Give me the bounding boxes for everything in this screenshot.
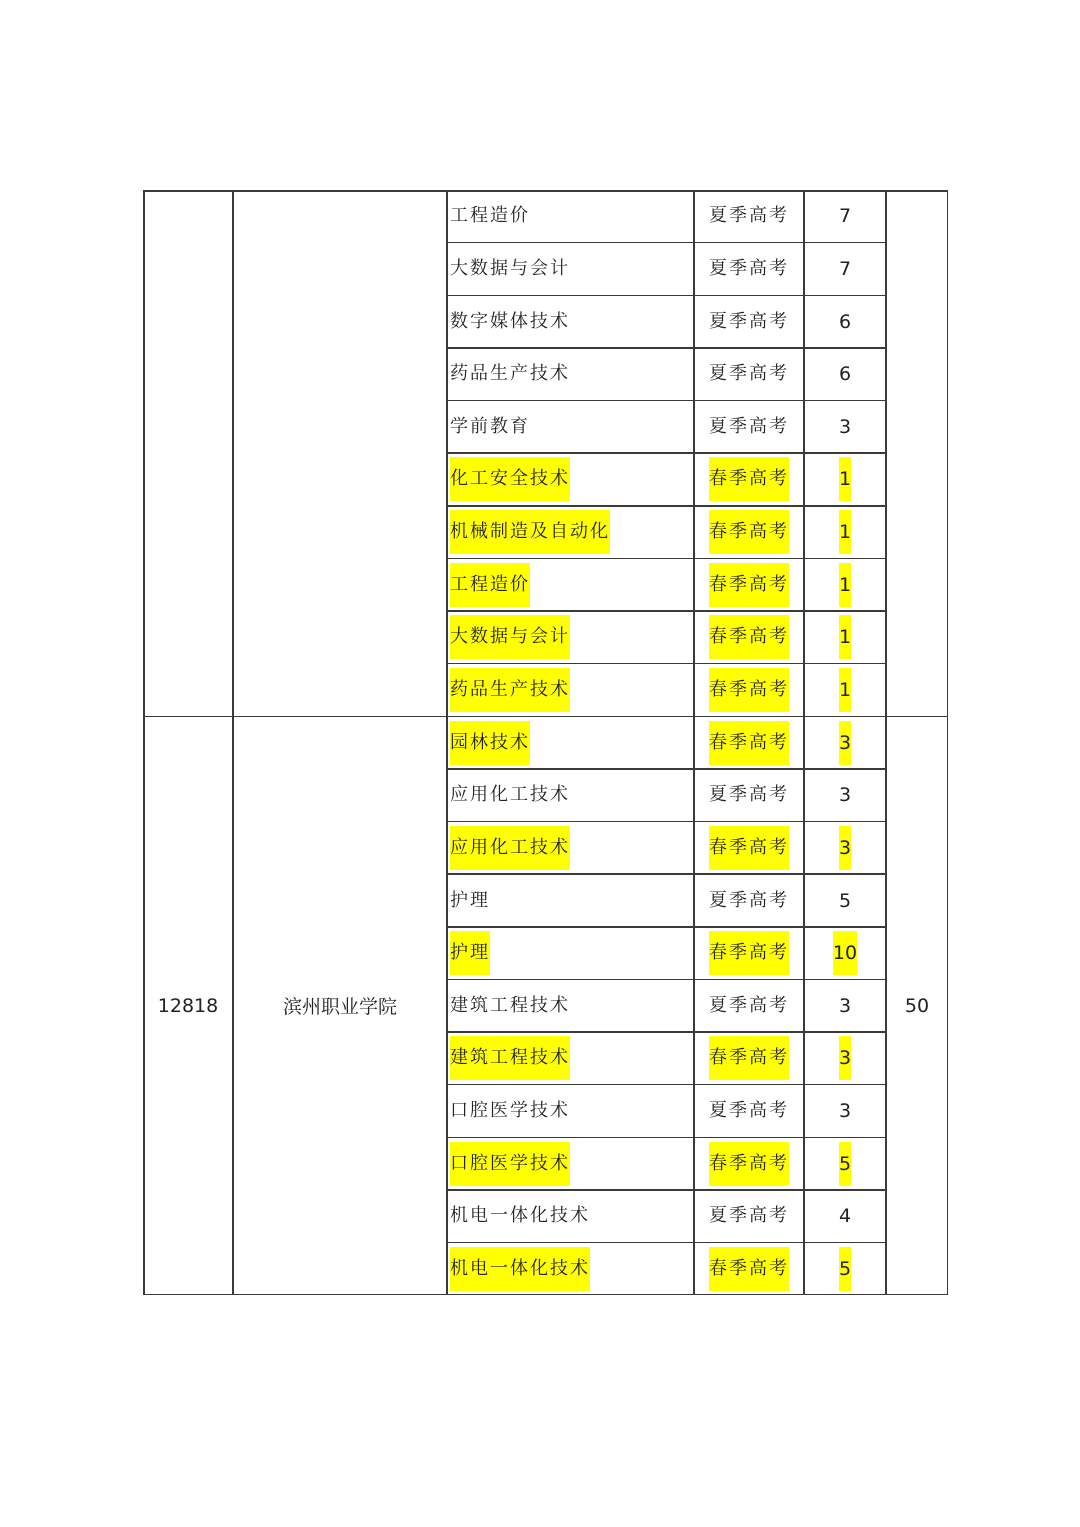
exam-text: 春季高考 bbox=[709, 931, 789, 975]
exam-type-cell bbox=[694, 506, 804, 559]
major-cell bbox=[447, 822, 694, 875]
enrollment-table bbox=[143, 190, 948, 1296]
major-cell bbox=[447, 769, 694, 822]
table-rule bbox=[803, 190, 805, 1295]
exam-type-cell bbox=[694, 979, 804, 1032]
major-cell bbox=[447, 1190, 694, 1243]
quota-text: 4 bbox=[838, 1205, 852, 1228]
quota-cell bbox=[804, 927, 886, 980]
quota-text: 6 bbox=[838, 310, 852, 333]
quota-cell bbox=[804, 558, 886, 611]
table-rule bbox=[143, 190, 948, 192]
exam-type-cell bbox=[694, 769, 804, 822]
exam-type-cell bbox=[694, 1137, 804, 1190]
major-text: 学前教育 bbox=[450, 415, 530, 437]
major-cell bbox=[447, 453, 694, 506]
quota-text: 3 bbox=[839, 1036, 851, 1080]
table-rule bbox=[143, 190, 145, 1295]
exam-text: 夏季高考 bbox=[709, 205, 789, 227]
exam-text: 夏季高考 bbox=[709, 257, 789, 279]
quota-cell bbox=[804, 822, 886, 875]
quota-text: 3 bbox=[838, 994, 852, 1017]
major-text: 建筑工程技术 bbox=[450, 1036, 570, 1080]
major-text: 机电一体化技术 bbox=[450, 1205, 590, 1227]
exam-type-cell bbox=[694, 558, 804, 611]
quota-cell bbox=[804, 1032, 886, 1085]
quota-cell bbox=[804, 1085, 886, 1138]
exam-text: 夏季高考 bbox=[709, 889, 789, 911]
exam-text: 夏季高考 bbox=[709, 994, 789, 1016]
quota-cell bbox=[804, 979, 886, 1032]
exam-text: 春季高考 bbox=[709, 1247, 789, 1291]
major-text: 药品生产技术 bbox=[450, 363, 570, 385]
major-text: 护理 bbox=[450, 889, 490, 911]
exam-text: 春季高考 bbox=[709, 826, 789, 870]
major-text: 药品生产技术 bbox=[450, 668, 570, 712]
quota-text: 7 bbox=[838, 257, 852, 280]
major-text: 大数据与会计 bbox=[450, 615, 570, 659]
major-cell bbox=[447, 401, 694, 454]
exam-type-cell bbox=[694, 348, 804, 401]
quota-text: 6 bbox=[838, 363, 852, 386]
table-rule bbox=[446, 190, 448, 1295]
exam-text: 夏季高考 bbox=[709, 1100, 789, 1122]
major-cell bbox=[447, 979, 694, 1032]
exam-type-cell bbox=[694, 453, 804, 506]
major-text: 机电一体化技术 bbox=[450, 1247, 590, 1291]
quota-cell bbox=[804, 348, 886, 401]
major-text: 口腔医学技术 bbox=[450, 1100, 570, 1122]
quota-text: 3 bbox=[839, 721, 851, 765]
major-cell bbox=[447, 874, 694, 927]
major-cell bbox=[447, 611, 694, 664]
quota-cell bbox=[804, 611, 886, 664]
exam-type-cell bbox=[694, 295, 804, 348]
quota-cell bbox=[804, 1190, 886, 1243]
exam-text: 春季高考 bbox=[709, 563, 789, 607]
school-code-cell bbox=[143, 190, 233, 716]
major-text: 化工安全技术 bbox=[450, 457, 570, 501]
exam-type-cell bbox=[694, 1085, 804, 1138]
exam-text: 夏季高考 bbox=[709, 415, 789, 437]
major-cell bbox=[447, 1137, 694, 1190]
school-total-cell: 50 bbox=[904, 994, 930, 1017]
major-cell bbox=[447, 558, 694, 611]
quota-text: 1 bbox=[839, 563, 851, 607]
quota-cell bbox=[804, 664, 886, 717]
quota-cell bbox=[804, 295, 886, 348]
quota-cell bbox=[804, 243, 886, 296]
major-cell bbox=[447, 295, 694, 348]
major-cell bbox=[447, 1243, 694, 1296]
exam-text: 春季高考 bbox=[709, 510, 789, 554]
quota-text: 5 bbox=[839, 1142, 851, 1186]
exam-type-cell bbox=[694, 1032, 804, 1085]
quota-cell bbox=[804, 401, 886, 454]
quota-cell bbox=[804, 453, 886, 506]
quota-cell bbox=[804, 190, 886, 243]
table-rule bbox=[143, 1294, 948, 1296]
major-text: 建筑工程技术 bbox=[450, 994, 570, 1016]
quota-text: 1 bbox=[839, 615, 851, 659]
quota-cell bbox=[804, 874, 886, 927]
exam-type-cell bbox=[694, 1190, 804, 1243]
exam-text: 春季高考 bbox=[709, 457, 789, 501]
quota-text: 3 bbox=[838, 1100, 852, 1123]
quota-text: 10 bbox=[833, 931, 857, 975]
major-text: 口腔医学技术 bbox=[450, 1142, 570, 1186]
exam-type-cell bbox=[694, 190, 804, 243]
quota-cell bbox=[804, 1243, 886, 1296]
major-text: 园林技术 bbox=[450, 721, 530, 765]
major-cell bbox=[447, 1032, 694, 1085]
school-name-cell: 滨州职业学院 bbox=[282, 996, 397, 1019]
quota-cell bbox=[804, 769, 886, 822]
quota-text: 1 bbox=[839, 510, 851, 554]
exam-text: 夏季高考 bbox=[709, 784, 789, 806]
major-text: 应用化工技术 bbox=[450, 784, 570, 806]
quota-text: 1 bbox=[839, 457, 851, 501]
exam-text: 春季高考 bbox=[709, 1142, 789, 1186]
exam-text: 春季高考 bbox=[709, 615, 789, 659]
exam-text: 春季高考 bbox=[709, 721, 789, 765]
major-text: 数字媒体技术 bbox=[450, 310, 570, 332]
quota-text: 3 bbox=[838, 784, 852, 807]
exam-type-cell bbox=[694, 822, 804, 875]
major-text: 应用化工技术 bbox=[450, 826, 570, 870]
major-cell bbox=[447, 1085, 694, 1138]
major-text: 工程造价 bbox=[450, 563, 530, 607]
major-cell bbox=[447, 348, 694, 401]
exam-type-cell bbox=[694, 874, 804, 927]
exam-type-cell bbox=[694, 401, 804, 454]
major-text: 护理 bbox=[450, 931, 490, 975]
exam-text: 夏季高考 bbox=[709, 310, 789, 332]
quota-text: 7 bbox=[838, 205, 852, 228]
table-rule bbox=[947, 190, 949, 1295]
exam-type-cell bbox=[694, 664, 804, 717]
school-name-cell bbox=[233, 190, 447, 716]
quota-cell bbox=[804, 506, 886, 559]
major-cell bbox=[447, 927, 694, 980]
major-cell bbox=[447, 716, 694, 769]
table-rule bbox=[693, 190, 695, 1295]
major-cell bbox=[447, 243, 694, 296]
exam-type-cell bbox=[694, 243, 804, 296]
quota-text: 3 bbox=[838, 415, 852, 438]
quota-cell bbox=[804, 1137, 886, 1190]
quota-text: 3 bbox=[839, 826, 851, 870]
table-rule bbox=[232, 190, 234, 1295]
table-rule bbox=[143, 716, 948, 718]
major-text: 大数据与会计 bbox=[450, 257, 570, 279]
exam-text: 夏季高考 bbox=[709, 363, 789, 385]
exam-type-cell bbox=[694, 611, 804, 664]
school-code-cell: 12818 bbox=[157, 994, 219, 1017]
exam-type-cell bbox=[694, 716, 804, 769]
quota-text: 1 bbox=[839, 668, 851, 712]
exam-text: 夏季高考 bbox=[709, 1205, 789, 1227]
quota-text: 5 bbox=[839, 1247, 851, 1291]
major-text: 工程造价 bbox=[450, 205, 530, 227]
major-cell bbox=[447, 506, 694, 559]
quota-text: 5 bbox=[838, 889, 852, 912]
major-cell bbox=[447, 664, 694, 717]
exam-type-cell bbox=[694, 927, 804, 980]
major-cell bbox=[447, 190, 694, 243]
major-text: 机械制造及自动化 bbox=[450, 510, 610, 554]
quota-cell bbox=[804, 716, 886, 769]
table-rule bbox=[885, 190, 887, 1295]
exam-text: 春季高考 bbox=[709, 668, 789, 712]
exam-text: 春季高考 bbox=[709, 1036, 789, 1080]
school-total-cell bbox=[886, 190, 948, 716]
exam-type-cell bbox=[694, 1243, 804, 1296]
